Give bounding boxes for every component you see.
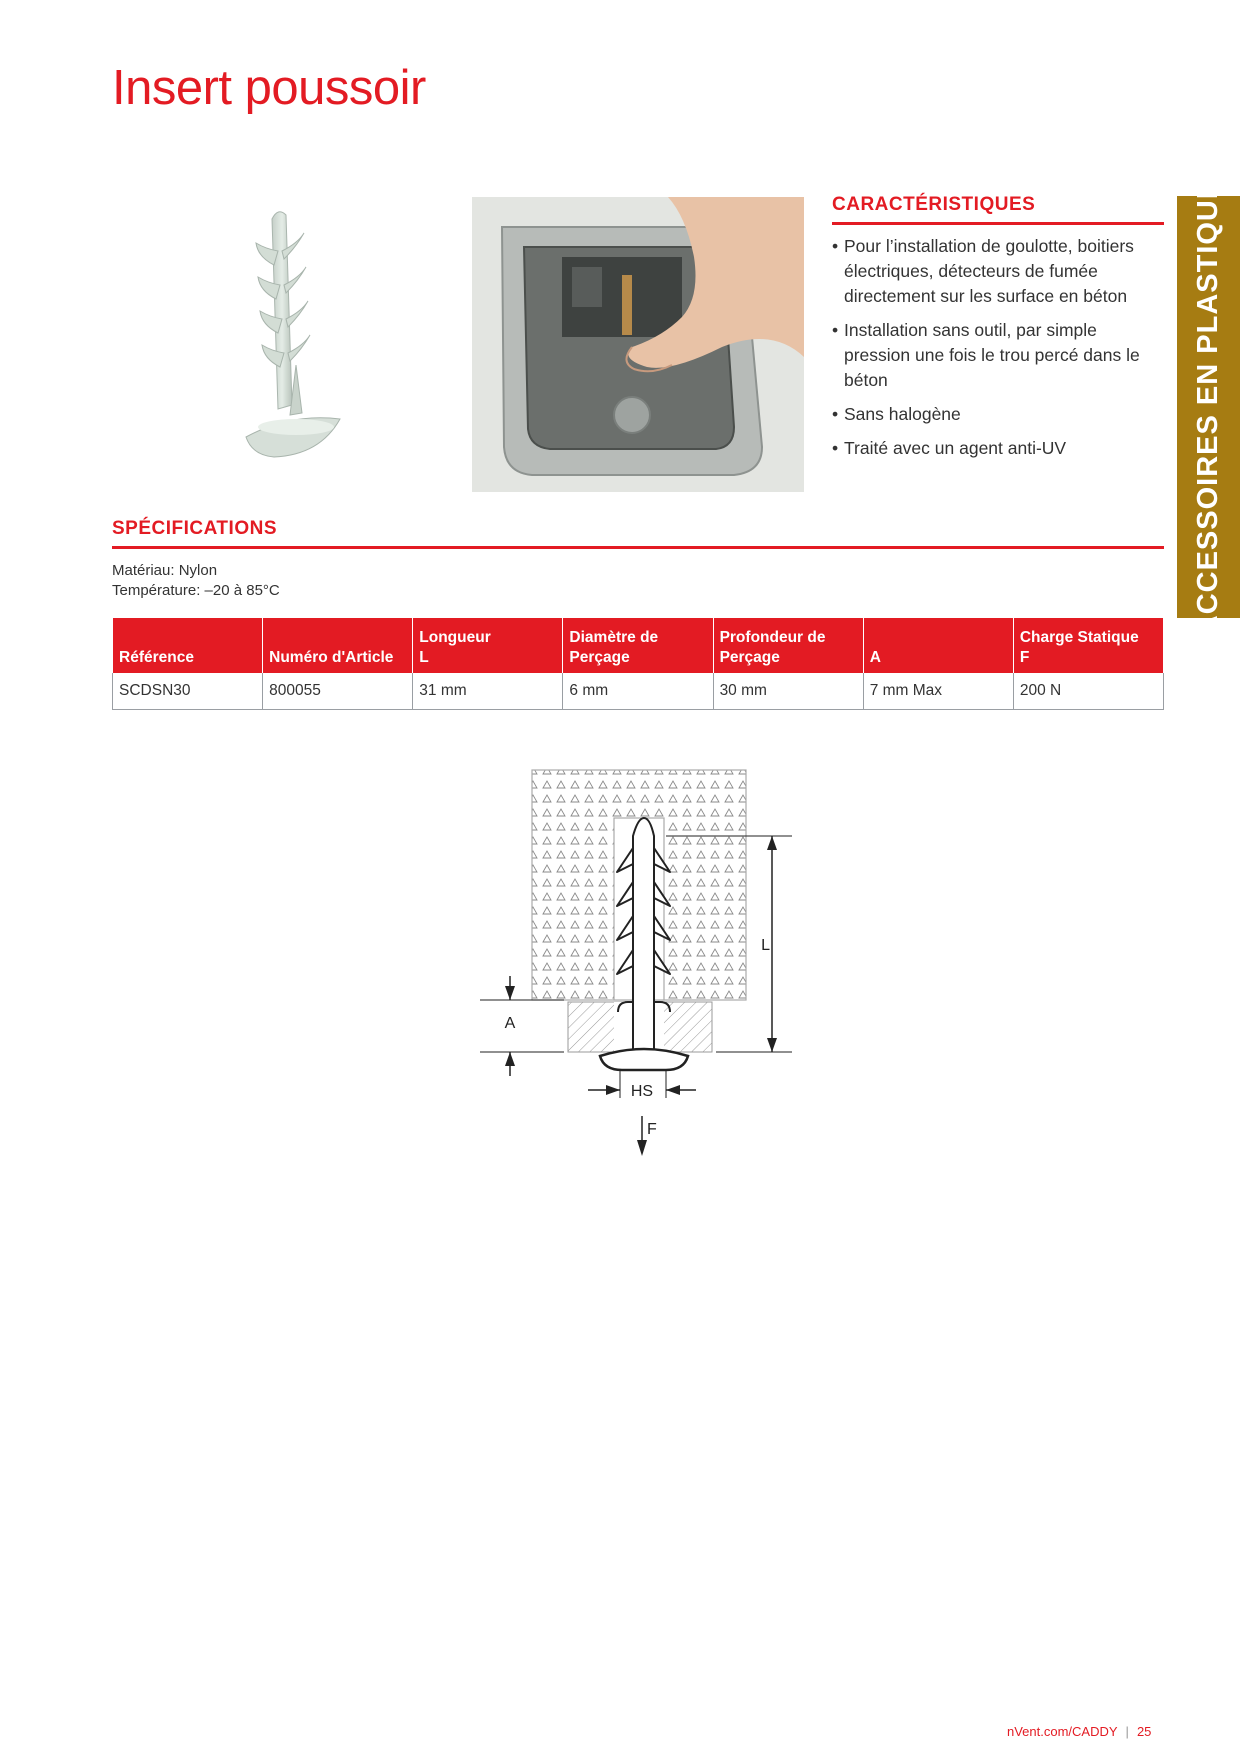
- feature-item: • Traité avec un agent anti-UV: [832, 436, 1166, 461]
- diagram-label-hs: HS: [630, 1083, 654, 1100]
- column-header: Référence: [113, 618, 263, 673]
- section-side-tab: [1177, 178, 1240, 636]
- installation-photo: [472, 197, 804, 492]
- product-photo: [200, 205, 370, 485]
- column-header: Longueur L: [413, 618, 563, 673]
- footer-separator: |: [1125, 1724, 1129, 1739]
- table-row: [113, 673, 1164, 710]
- column-header: Profondeur de Perçage: [713, 618, 863, 673]
- feature-item: • Pour l’installation de goulotte, boitiers électriques, détecteurs de fumée directement sur les surface en béton: [832, 234, 1166, 309]
- column-header: Charge Statique F: [1013, 618, 1163, 673]
- page-number: 25: [1136, 1724, 1152, 1739]
- diagram-label-a: A: [504, 1015, 516, 1032]
- features-heading: CARACTÉRISTIQUES: [832, 194, 1164, 225]
- table-cell: SCDSN30: [113, 673, 263, 710]
- feature-item: • Installation sans outil, par simple pression une fois le trou percé dans le béton: [832, 318, 1166, 393]
- material-spec: Matériau: Nylon: [112, 562, 218, 579]
- column-header: Diamètre de Perçage: [563, 618, 713, 673]
- feature-item: • Sans halogène: [832, 402, 1166, 427]
- side-tab-label: ACCESSOIRES EN PLASTIQUE: [1192, 178, 1224, 636]
- table-cell: 200 N: [1013, 673, 1163, 710]
- diagram-label-f: F: [647, 1121, 657, 1138]
- diagram-label-l: L: [761, 937, 770, 954]
- table-cell: 7 mm Max: [863, 673, 1013, 710]
- table-cell: 30 mm: [713, 673, 863, 710]
- features-list: [832, 234, 1166, 470]
- temperature-spec: Température: –20 à 85°C: [112, 582, 280, 599]
- column-header: A: [863, 618, 1013, 673]
- specifications-heading: SPÉCIFICATIONS: [112, 518, 1164, 549]
- installation-diagram: [470, 764, 800, 1168]
- table-cell: 800055: [263, 673, 413, 710]
- table-cell: 6 mm: [563, 673, 713, 710]
- page-title: Insert poussoir: [112, 61, 426, 115]
- specifications-table: [112, 618, 1164, 710]
- page-footer: [1007, 1724, 1151, 1739]
- footer-site-link[interactable]: nVent.com/CADDY: [1007, 1724, 1118, 1739]
- column-header: Numéro d'Article: [263, 618, 413, 673]
- table-header-row: [113, 618, 1164, 673]
- table-cell: 31 mm: [413, 673, 563, 710]
